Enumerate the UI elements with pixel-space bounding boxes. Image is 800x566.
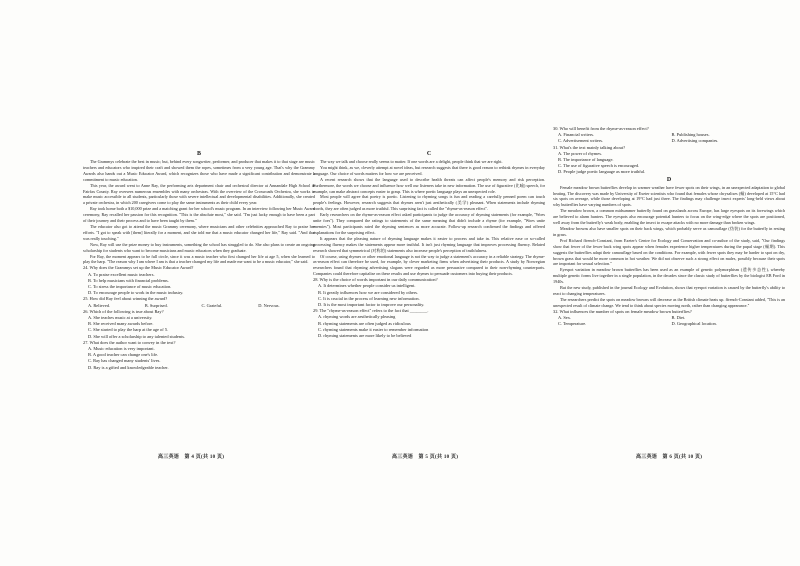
question-stem: 26. Which of the following is true about Ray? xyxy=(83,308,164,314)
page-footer-5: 高三英语 第 5 页(共 10 页) xyxy=(392,455,459,460)
answer-option: A. She teaches music at a university. xyxy=(88,314,153,320)
section-heading: D xyxy=(666,176,672,183)
answer-option: C. Ray has changed many students' lives. xyxy=(88,358,161,364)
passage-paragraph: Female meadow brown butterflies develop in warmer weather have fewer spots on their wings, in an unexpected adaptation to global heating. The discovery was made by University of Exeter scientists who found that females whose chrysalises (蛹) developed at 15°C had six spots on average, while those developing at 19°C had just three. The findings may challenge insect experts' long-held views about why butterflies have varying numbers of spots. xyxy=(553,184,785,208)
question-stem: 28. Why is the choice of words important in our daily communication? xyxy=(313,277,438,283)
question-stem: 24. Why does the Grammys set up the Music Educator Award? xyxy=(83,265,194,271)
section-heading: B xyxy=(196,151,201,157)
answer-option: B. The importance of language. xyxy=(558,157,614,163)
answer-option: A. To praise excellent music teachers. xyxy=(88,271,155,277)
passage-paragraph: For Ray, the moment appears to be full circle, since it was a music teacher who first changed her life at age 5, when she learned to play the harp. "The reason why I am where I am is that a teacher changed my life and made me want to be a music educator," she said. xyxy=(83,253,315,265)
answer-option: D. People judge poetic language as more truthful. xyxy=(558,169,646,175)
passage-paragraph: This year, the award went to Anne Ray, the performing arts department chair and orchestral director at Annandale High School in Fairfax County. Ray oversees numerous ensembles with many orchestras. With the overview of the Crossroads Orchestra, she works to make music accessible to all students, particularly those with severe intellectual and developmental disabilities. Additionally, she created a private orchestra, in which 200 caregivers come to play the same instruments as their child every year. xyxy=(83,182,315,206)
question-stem: 27. What does the author want to convey in the text? xyxy=(83,339,176,345)
answer-option: C. She started to play the harp at the age of 5. xyxy=(88,327,169,333)
passage-paragraph: Meadow browns also have smaller spots on their back wings, which probably serve as camouflage (伪装) for the butterfly in resting in grass. xyxy=(553,225,785,237)
answer-option: D. To encourage people to work in the music industry. xyxy=(88,290,184,296)
answer-option: C. To stress the importance of music education. xyxy=(88,283,172,289)
question-stem: 31. What's the text mainly talking about? xyxy=(553,144,626,150)
passage-paragraph: Early researchers on the rhyme-as-reason effect asked participants to judge the accuracy of rhyming statements (for example, "Woes unite foes"). They compared the ratings to statements of the same meaning that didn't include a rhyme (for example, "Woes unite enemies"). Most participants rated the rhyming sentences as more accurate. Follow-up research confirmed the findings and offered explanations for the surprising effect. xyxy=(313,212,545,235)
passage-paragraph: The Grammys celebrate the best in music; but, behind every songwriter, performer, and producer that makes it to that stage are music teachers and educators who inspired their craft and showed them the ropes, sometimes from a very young age. That's why the Grammy Awards also hands out a Music Educator Award, which recognizes those who have made a significant contribution and demonstrate a commitment to music education. xyxy=(83,159,315,182)
answer-option: C. Advertisement writers. xyxy=(558,138,604,144)
column-passage-d xyxy=(553,126,785,452)
section-heading: C xyxy=(426,151,432,157)
answer-option: A. Financial writers. xyxy=(558,132,595,138)
answer-option: D. Geographical location. xyxy=(671,321,717,327)
question-stem: 29. The "rhyme-as-reason effect" refers to the fact that ________. xyxy=(313,308,429,314)
answer-option: A. Music education is very important. xyxy=(88,345,155,351)
passage-paragraph: The way we talk and choose really seems to matter. If one words are a delight, people think that we are right. xyxy=(320,159,503,164)
question-stem: 30. Who will benefit from the rhyme-as-reason effect? xyxy=(553,126,649,131)
answer-option: C. Temperature. xyxy=(558,321,587,327)
passage-paragraph: Prof Richard ffrench-Constant, from Exeter's Centre for Ecology and Conservation and co-author of the study, said, "Our findings show that fewer of the fewer back wing spots appear when females experience higher temperatures during the pupal stage (蛹期). This suggests the butterflies adapt their camouflage based on the conditions. For example, with fewer spots they may be harder to spot on dry, brown grass that would be more common in hot weather. We did not observe such a strong effect on males, possibly because their spots are important for sexual selection." xyxy=(553,237,785,267)
question-stem: 25. How did Ray feel about winning the award? xyxy=(83,296,168,302)
answer-option: A. It determines whether people consider us intelligent. xyxy=(318,283,416,289)
passage-paragraph: You might think, as we, cleverly attempt at novel ideas, but research suggests that there is good reason to rethink rhymes in everyday language. Our choice of words matters for how we are perceived. xyxy=(313,164,545,176)
column-passage-b xyxy=(83,150,315,450)
answer-option: C. rhyming statements make it easier to remember information xyxy=(318,326,429,332)
answer-option: C. It is crucial in the process of learning new information. xyxy=(318,295,420,301)
passage-paragraph: Ray took home both a $10,000 prize and a matching grant for her school's music program. In an interview following her Music Award ceremony, Ray recalled her passion for this recognition. "This is the absolute most," she said. "I'm just lucky enough to have been a part of their journey and their process and to have been taught by them." xyxy=(83,206,315,224)
passage-paragraph: The researchers predict the spots on meadow browns will decrease as the British climate heats up. ffrench-Constant added, "This is an unexpected result of climate change. We tend to think about species moving north, rather than changing appearance." xyxy=(553,296,785,308)
answer-option: D. Nervous. xyxy=(258,302,280,308)
passage-paragraph: A recent research shows that the language used to describe health threats can affect people's memory and risk perception. Furthermore, the words we choose and influence how well our listeners take in new information. The use of figurative (比喻) speech, for example, can make abstract concepts easier to grasp. This is where poetic language plays an unexpected role. xyxy=(313,176,545,194)
passage-paragraph: Most people will agree that poetry is poetic. Listening to rhyming songs is fun and reading a carefully penned poem can touch people's feelings. However, research suggests that rhymes aren't just aesthetically (美学) pleasant. When statements include rhyming words, they are often judged as more truthful. This surprising fact is called the "rhyme-as-reason effect". xyxy=(313,194,545,212)
answer-option: B. Publishing houses. xyxy=(671,132,710,138)
answer-option: A. Relieved. xyxy=(88,302,111,308)
question-stem: 32. What influences the number of spots on female meadow brown butterflies? xyxy=(553,308,692,314)
passage-paragraph: It appears that the pleasing nature of rhyming language makes it easier to process and take in. This relative ease or so-called processing fluency makes the statements appear more truthful. It isn't just rhyming language that improves processing fluency. Related research showed that symmetrical (对称的) statements also increase people's perception of truthfulness. xyxy=(313,235,545,253)
answer-option: B. A good teacher can change one's life. xyxy=(88,352,159,358)
answer-option: B. Surprised. xyxy=(144,302,168,308)
page-footer-6: 高三英语 第 6 页(共 10 页) xyxy=(636,455,703,460)
answer-option: C. Grateful. xyxy=(201,302,223,308)
answer-option: D. Advertising companies. xyxy=(671,138,719,144)
answer-option: B. Diet. xyxy=(671,314,686,320)
answer-option: D. It is the most important factor to improve our personality. xyxy=(318,301,425,307)
page-footer-4: 高三英语 第 4 页(共 10 页) xyxy=(158,455,225,460)
answer-option: D. She will offer a scholarship to any talented students. xyxy=(88,333,186,339)
passage-paragraph: The meadow brown, a common midsummer butterfly found on grasslands across Europe, has large eyespots on its forewings which are believed to alarm hunters. The eyespots also encourage potential hunters to focus on the wing-edge where the spots are positioned, well away from the butterfly's weak body, enabling the insect to escape attacks with no more damage than broken wings. xyxy=(553,208,785,226)
column-passage-c xyxy=(313,150,545,450)
passage-paragraph: Of course, using rhymes or other emotional language is not the way to judge a statement's accuracy in a reliable strategy. The rhyme-as-reason effect can therefore be used, for example, by clever marketing firms when advertising their products. A study by Norwegian researchers found that rhyming advertising slogans were regarded as more persuasive compared to their non-rhyming counterparts. Companies could therefore capitalise on these results and use rhymes to persuade customers into buying their products. xyxy=(313,253,545,277)
answer-option: B. She received many awards before. xyxy=(88,321,154,327)
answer-option: B. It greatly influences how we are considered by others. xyxy=(318,289,419,295)
answer-option: C. The use of figurative speech is encouraged. xyxy=(558,163,640,169)
answer-option: A. The power of rhymes. xyxy=(558,150,603,156)
answer-option: B. rhyming statements are often judged as ridiculous xyxy=(318,320,411,326)
options-grid xyxy=(558,132,785,144)
options-row xyxy=(88,303,315,309)
passage-paragraph: Now, Ray will use the prize money to buy instruments, something the school has struggled to do. She also plans to create an ongoing scholarship for students who want to become musicians and music educators when they graduate. xyxy=(83,241,315,253)
passage-paragraph: But the new study, published in the journal Ecology and Evolution, shows that eyespot variation is caused by the butterfly's ability to react to changing temperatures. xyxy=(553,285,785,296)
passage-paragraph: Eyespot variation in meadow brown butterflies has been used as an example of genetic polymorphism (遗传多态性), whereby multiple genetic forms live together in a single population, in the decades since the classic study of butterflies by the biologist EB Ford in 1940s. xyxy=(553,267,785,285)
answer-option: D. Ray is a gifted and knowledgeable teacher. xyxy=(88,364,169,370)
answer-option: A. Sex. xyxy=(558,314,572,320)
passage-paragraph: The educator also got to attend the music Grammy ceremony, where musicians and other celebrities approached Ray to praise her efforts. "I got to speak with [them] literally for a moment, and she told me that a music educator changed her life," Ray said. "And that was really touching." xyxy=(83,223,315,241)
answer-option: B. To help musicians with financial problems. xyxy=(88,277,169,283)
options-grid xyxy=(558,315,785,327)
answer-option: D. rhyming statements are more likely to be believed xyxy=(318,332,412,338)
answer-option: A. rhyming words are aesthetically pleasing xyxy=(318,314,396,320)
